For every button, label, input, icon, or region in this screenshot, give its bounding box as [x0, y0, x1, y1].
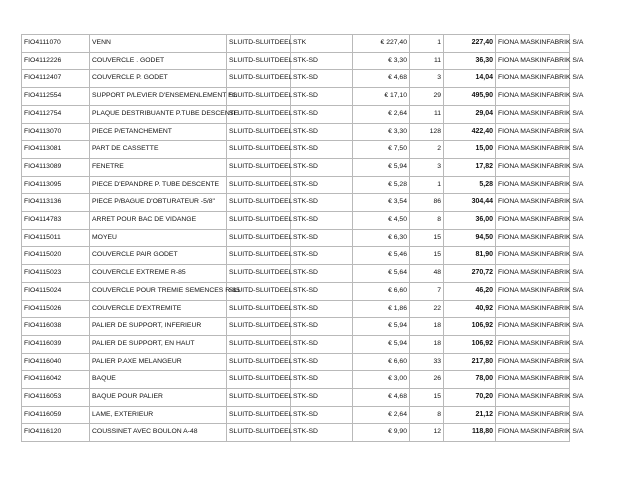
table-row	[22, 300, 570, 318]
category-cell: SLUITD-SLUITDEEL	[227, 88, 291, 106]
unit-cell: STK-SD	[291, 406, 353, 424]
unit-price-cell: € 4,50	[353, 212, 410, 230]
unit-cell: STK-SD	[291, 265, 353, 283]
supplier-cell: FIONA MASKINFABRIK S/A	[496, 300, 570, 318]
unit-price-cell: € 3,00	[353, 371, 410, 389]
unit-cell: STK-SD	[291, 424, 353, 442]
unit-price-cell: € 3,30	[353, 52, 410, 70]
table-row	[22, 247, 570, 265]
total-cell: 78,00	[444, 371, 496, 389]
item-code-cell: FIO4115023	[22, 265, 90, 283]
supplier-cell: FIONA MASKINFABRIK S/A	[496, 141, 570, 159]
table-row	[22, 141, 570, 159]
item-code-cell: FIO4113136	[22, 194, 90, 212]
supplier-cell: FIONA MASKINFABRIK S/A	[496, 229, 570, 247]
item-code-cell: FIO4115020	[22, 247, 90, 265]
item-code-cell: FIO4116042	[22, 371, 90, 389]
table-row	[22, 371, 570, 389]
description-cell: PIECE P/ETANCHEMENT	[90, 123, 227, 141]
total-cell: 217,80	[444, 353, 496, 371]
description-cell: COUSSINET AVEC BOULON A-48	[90, 424, 227, 442]
total-cell: 40,92	[444, 300, 496, 318]
unit-price-cell: € 17,10	[353, 88, 410, 106]
category-cell: SLUITD-SLUITDEEL	[227, 282, 291, 300]
quantity-cell: 26	[410, 371, 444, 389]
category-cell: SLUITD-SLUITDEEL	[227, 389, 291, 407]
unit-cell: STK-SD	[291, 88, 353, 106]
item-code-cell: FIO4113081	[22, 141, 90, 159]
unit-price-cell: € 5,94	[353, 335, 410, 353]
supplier-cell: FIONA MASKINFABRIK S/A	[496, 105, 570, 123]
item-code-cell: FIO4115024	[22, 282, 90, 300]
quantity-cell: 18	[410, 335, 444, 353]
total-cell: 304,44	[444, 194, 496, 212]
category-cell: SLUITD-SLUITDEEL	[227, 141, 291, 159]
category-cell: SLUITD-SLUITDEEL	[227, 300, 291, 318]
total-cell: 81,90	[444, 247, 496, 265]
supplier-cell: FIONA MASKINFABRIK S/A	[496, 194, 570, 212]
category-cell: SLUITD-SLUITDEEL	[227, 353, 291, 371]
supplier-cell: FIONA MASKINFABRIK S/A	[496, 335, 570, 353]
category-cell: SLUITD-SLUITDEEL	[227, 265, 291, 283]
category-cell: SLUITD-SLUITDEEL	[227, 35, 291, 53]
total-cell: 5,28	[444, 176, 496, 194]
description-cell: COUVERCLE POUR TREMIE SEMENCES R-85	[90, 282, 227, 300]
quantity-cell: 8	[410, 406, 444, 424]
table-row	[22, 123, 570, 141]
table-row	[22, 70, 570, 88]
description-cell: PIECE P/BAGUE D'OBTURATEUR -5/8"	[90, 194, 227, 212]
supplier-cell: FIONA MASKINFABRIK S/A	[496, 123, 570, 141]
item-code-cell: FIO4112226	[22, 52, 90, 70]
quantity-cell: 7	[410, 282, 444, 300]
description-cell: PALIER P.AXE MELANGEUR	[90, 353, 227, 371]
total-cell: 227,40	[444, 35, 496, 53]
table-row	[22, 353, 570, 371]
unit-price-cell: € 7,50	[353, 141, 410, 159]
unit-price-cell: € 1,86	[353, 300, 410, 318]
supplier-cell: FIONA MASKINFABRIK S/A	[496, 158, 570, 176]
description-cell: BAQUE POUR PALIER	[90, 389, 227, 407]
supplier-cell: FIONA MASKINFABRIK S/A	[496, 265, 570, 283]
total-cell: 106,92	[444, 335, 496, 353]
description-cell: COUVERCLE PAIR GODET	[90, 247, 227, 265]
quantity-cell: 3	[410, 158, 444, 176]
description-cell: MOYEU	[90, 229, 227, 247]
table-row	[22, 194, 570, 212]
quantity-cell: 1	[410, 176, 444, 194]
unit-cell: STK-SD	[291, 194, 353, 212]
unit-cell: STK-SD	[291, 282, 353, 300]
description-cell: PART DE CASSETTE	[90, 141, 227, 159]
supplier-cell: FIONA MASKINFABRIK S/A	[496, 282, 570, 300]
unit-cell: STK-SD	[291, 158, 353, 176]
description-cell: COUVERCLE . GODET	[90, 52, 227, 70]
unit-cell: STK-SD	[291, 353, 353, 371]
supplier-cell: FIONA MASKINFABRIK S/A	[496, 88, 570, 106]
unit-cell: STK-SD	[291, 141, 353, 159]
table-row	[22, 335, 570, 353]
total-cell: 14,04	[444, 70, 496, 88]
unit-price-cell: € 227,40	[353, 35, 410, 53]
description-cell: COUVERCLE P. GODET	[90, 70, 227, 88]
quantity-cell: 15	[410, 229, 444, 247]
description-cell: PALIER DE SUPPORT, INFERIEUR	[90, 318, 227, 336]
quantity-cell: 11	[410, 105, 444, 123]
unit-cell: STK-SD	[291, 52, 353, 70]
unit-cell: STK-SD	[291, 105, 353, 123]
category-cell: SLUITD-SLUITDEEL	[227, 158, 291, 176]
quantity-cell: 29	[410, 88, 444, 106]
category-cell: SLUITD-SLUITDEEL	[227, 424, 291, 442]
table-row	[22, 282, 570, 300]
item-code-cell: FIO4112554	[22, 88, 90, 106]
supplier-cell: FIONA MASKINFABRIK S/A	[496, 318, 570, 336]
supplier-cell: FIONA MASKINFABRIK S/A	[496, 247, 570, 265]
quantity-cell: 15	[410, 247, 444, 265]
item-code-cell: FIO4113095	[22, 176, 90, 194]
unit-price-cell: € 3,30	[353, 123, 410, 141]
item-code-cell: FIO4113070	[22, 123, 90, 141]
description-cell: FENETRE	[90, 158, 227, 176]
item-code-cell: FIO4111070	[22, 35, 90, 53]
table-row	[22, 229, 570, 247]
unit-price-cell: € 2,64	[353, 105, 410, 123]
description-cell: PIECE D'EPANDRE P. TUBE DESCENTE	[90, 176, 227, 194]
supplier-cell: FIONA MASKINFABRIK S/A	[496, 70, 570, 88]
description-cell: SUPPORT P/LEVIER D'ENSEMENLEMENT FG	[90, 88, 227, 106]
total-cell: 36,00	[444, 212, 496, 230]
unit-cell: STK-SD	[291, 212, 353, 230]
total-cell: 106,92	[444, 318, 496, 336]
unit-price-cell: € 3,54	[353, 194, 410, 212]
item-code-cell: FIO4116053	[22, 389, 90, 407]
description-cell: COUVERCLE EXTREME R-85	[90, 265, 227, 283]
total-cell: 270,72	[444, 265, 496, 283]
category-cell: SLUITD-SLUITDEEL	[227, 176, 291, 194]
supplier-cell: FIONA MASKINFABRIK S/A	[496, 212, 570, 230]
total-cell: 15,00	[444, 141, 496, 159]
quantity-cell: 18	[410, 318, 444, 336]
unit-price-cell: € 5,64	[353, 265, 410, 283]
total-cell: 118,80	[444, 424, 496, 442]
total-cell: 70,20	[444, 389, 496, 407]
unit-cell: STK-SD	[291, 335, 353, 353]
total-cell: 29,04	[444, 105, 496, 123]
unit-price-cell: € 2,64	[353, 406, 410, 424]
total-cell: 36,30	[444, 52, 496, 70]
table-row	[22, 318, 570, 336]
unit-cell: STK-SD	[291, 371, 353, 389]
table-row	[22, 88, 570, 106]
total-cell: 422,40	[444, 123, 496, 141]
quantity-cell: 128	[410, 123, 444, 141]
unit-cell: STK-SD	[291, 389, 353, 407]
category-cell: SLUITD-SLUITDEEL	[227, 212, 291, 230]
unit-price-cell: € 5,94	[353, 158, 410, 176]
item-code-cell: FIO4114783	[22, 212, 90, 230]
table-row	[22, 389, 570, 407]
unit-price-cell: € 5,28	[353, 176, 410, 194]
unit-price-cell: € 5,94	[353, 318, 410, 336]
quantity-cell: 48	[410, 265, 444, 283]
item-code-cell: FIO4115011	[22, 229, 90, 247]
table-row	[22, 424, 570, 442]
item-code-cell: FIO4112754	[22, 105, 90, 123]
description-cell: COUVERCLE D'EXTREMITE	[90, 300, 227, 318]
quantity-cell: 22	[410, 300, 444, 318]
quantity-cell: 86	[410, 194, 444, 212]
unit-cell: STK-SD	[291, 123, 353, 141]
quantity-cell: 3	[410, 70, 444, 88]
table-row	[22, 35, 570, 53]
quantity-cell: 1	[410, 35, 444, 53]
category-cell: SLUITD-SLUITDEEL	[227, 105, 291, 123]
unit-cell: STK-SD	[291, 176, 353, 194]
category-cell: SLUITD-SLUITDEEL	[227, 194, 291, 212]
unit-price-cell: € 5,46	[353, 247, 410, 265]
description-cell: VENN	[90, 35, 227, 53]
unit-cell: STK-SD	[291, 300, 353, 318]
description-cell: PALIER DE SUPPORT, EN HAUT	[90, 335, 227, 353]
unit-cell: STK-SD	[291, 247, 353, 265]
item-code-cell: FIO4116038	[22, 318, 90, 336]
item-code-cell: FIO4116039	[22, 335, 90, 353]
item-code-cell: FIO4112407	[22, 70, 90, 88]
table-body	[22, 35, 584, 442]
table-row	[22, 176, 570, 194]
supplier-cell: FIONA MASKINFABRIK S/A	[496, 389, 570, 407]
category-cell: SLUITD-SLUITDEEL	[227, 335, 291, 353]
unit-cell: STK-SD	[291, 229, 353, 247]
unit-cell: STK-SD	[291, 318, 353, 336]
unit-price-cell: € 6,60	[353, 282, 410, 300]
inventory-sheet	[21, 34, 584, 442]
item-code-cell: FIO4116059	[22, 406, 90, 424]
quantity-cell: 11	[410, 52, 444, 70]
category-cell: SLUITD-SLUITDEEL	[227, 318, 291, 336]
category-cell: SLUITD-SLUITDEEL	[227, 247, 291, 265]
unit-cell: STK-SD	[291, 70, 353, 88]
category-cell: SLUITD-SLUITDEEL	[227, 70, 291, 88]
table-row	[22, 105, 570, 123]
total-cell: 46,20	[444, 282, 496, 300]
category-cell: SLUITD-SLUITDEEL	[227, 229, 291, 247]
item-code-cell: FIO4115026	[22, 300, 90, 318]
unit-price-cell: € 6,60	[353, 353, 410, 371]
category-cell: SLUITD-SLUITDEEL	[227, 406, 291, 424]
item-code-cell: FIO4116040	[22, 353, 90, 371]
table-row	[22, 158, 570, 176]
supplier-cell: FIONA MASKINFABRIK S/A	[496, 371, 570, 389]
quantity-cell: 33	[410, 353, 444, 371]
unit-cell: STK	[291, 35, 353, 53]
category-cell: SLUITD-SLUITDEEL	[227, 371, 291, 389]
total-cell: 495,90	[444, 88, 496, 106]
description-cell: BAQUE	[90, 371, 227, 389]
category-cell: SLUITD-SLUITDEEL	[227, 123, 291, 141]
total-cell: 21,12	[444, 406, 496, 424]
unit-price-cell: € 9,90	[353, 424, 410, 442]
quantity-cell: 12	[410, 424, 444, 442]
table-row	[22, 265, 570, 283]
category-cell: SLUITD-SLUITDEEL	[227, 52, 291, 70]
total-cell: 17,82	[444, 158, 496, 176]
table-row	[22, 406, 570, 424]
supplier-cell: FIONA MASKINFABRIK S/A	[496, 35, 570, 53]
item-code-cell: FIO4116120	[22, 424, 90, 442]
supplier-cell: FIONA MASKINFABRIK S/A	[496, 406, 570, 424]
table-row	[22, 212, 570, 230]
supplier-cell: FIONA MASKINFABRIK S/A	[496, 176, 570, 194]
description-cell: ARRET POUR BAC DE VIDANGE	[90, 212, 227, 230]
quantity-cell: 15	[410, 389, 444, 407]
supplier-cell: FIONA MASKINFABRIK S/A	[496, 52, 570, 70]
unit-price-cell: € 6,30	[353, 229, 410, 247]
total-cell: 94,50	[444, 229, 496, 247]
quantity-cell: 2	[410, 141, 444, 159]
supplier-cell: FIONA MASKINFABRIK S/A	[496, 424, 570, 442]
supplier-cell: FIONA MASKINFABRIK S/A	[496, 353, 570, 371]
quantity-cell: 8	[410, 212, 444, 230]
unit-price-cell: € 4,68	[353, 70, 410, 88]
description-cell: LAME, EXTERIEUR	[90, 406, 227, 424]
unit-price-cell: € 4,68	[353, 389, 410, 407]
inventory-table	[21, 34, 584, 442]
description-cell: PLAQUE DESTRIBUANTE P.TUBE DESCENTE	[90, 105, 227, 123]
item-code-cell: FIO4113089	[22, 158, 90, 176]
table-row	[22, 52, 570, 70]
